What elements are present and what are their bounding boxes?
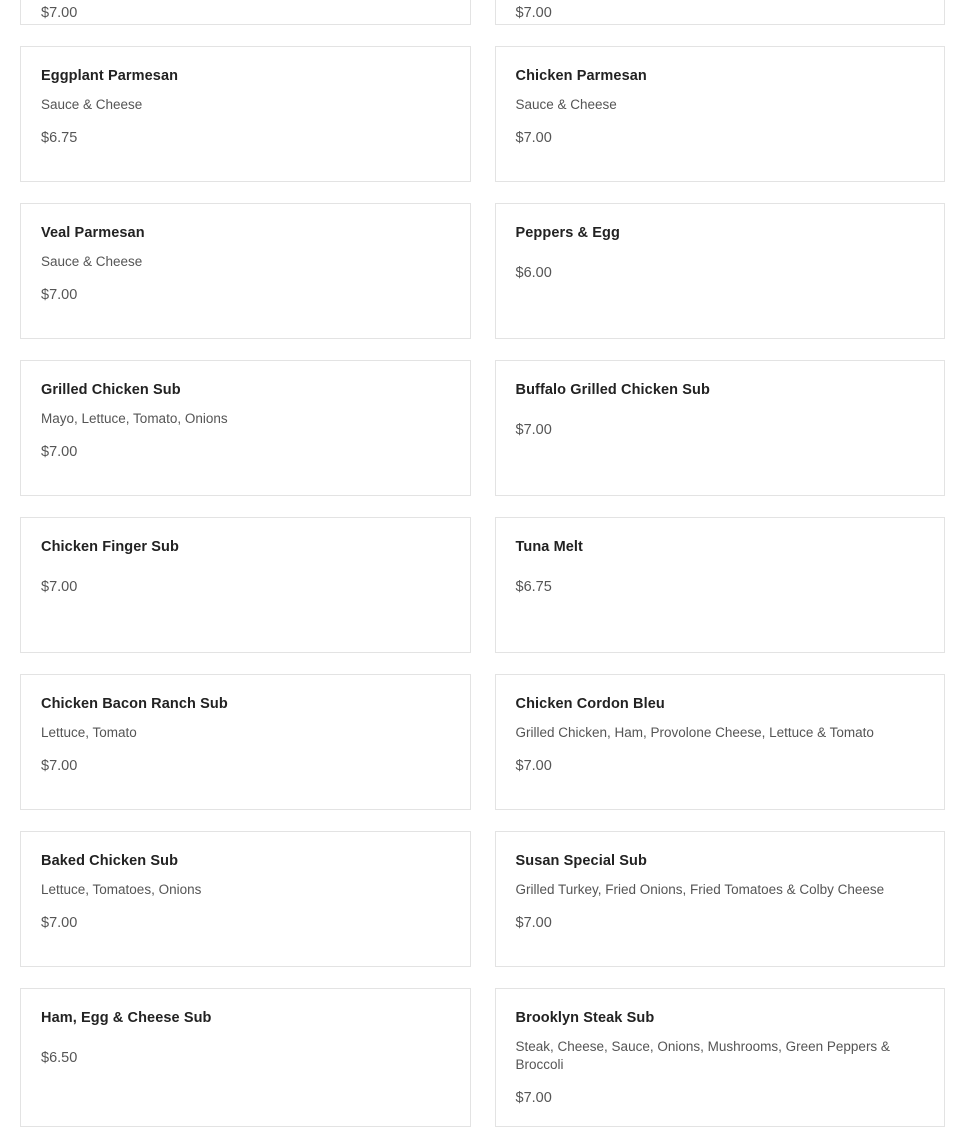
menu-item-name: Brooklyn Steak Sub [515,1010,655,1026]
menu-item-name: Eggplant Parmesan [41,68,179,84]
menu-item-description: Grilled Chicken, Ham, Provolone Cheese, Lettuce & Tomato [515,724,874,740]
menu-item-card[interactable] [20,831,471,967]
menu-item-description: Sauce & Cheese [41,96,143,112]
menu-item-price: $7.00 [515,130,552,147]
menu-item-name: Peppers & Egg [515,225,620,241]
menu-item-price: $7.00 [515,915,552,932]
menu-item-name: Ham, Egg & Cheese Sub [41,1010,212,1026]
menu-item-description: Grilled Turkey, Fried Onions, Fried Tomatoes & Colby Cheese [515,881,885,897]
menu-item-price: $6.75 [515,578,552,595]
menu-item-card[interactable] [20,360,471,496]
menu-item-price: $6.00 [515,264,552,281]
menu-item-card[interactable] [20,203,471,339]
menu-item-card[interactable] [20,988,471,1127]
menu-item-name: Chicken Bacon Ranch Sub [41,696,228,712]
menu-item-card[interactable] [495,360,946,496]
menu-item-name: Chicken Parmesan [515,68,647,84]
menu-item-description: Sauce & Cheese [41,253,143,269]
menu-item-card[interactable] [495,988,946,1127]
menu-item-price: $7.00 [41,5,78,21]
menu-item-card[interactable] [20,0,471,25]
menu-item-name: Susan Special Sub [515,853,647,869]
menu-item-description: Lettuce, Tomato [41,724,137,740]
menu-item-card[interactable] [20,674,471,810]
menu-item-description: Lettuce, Tomatoes, Onions [41,881,202,897]
menu-item-description: Sauce & Cheese [515,96,617,112]
menu-item-price: $7.00 [41,578,78,595]
menu-item-card[interactable] [495,46,946,182]
menu-item-card[interactable] [495,0,946,25]
menu-item-name: Chicken Finger Sub [41,539,179,555]
menu-item-price: $7.00 [515,758,552,775]
menu-item-name: Veal Parmesan [41,225,145,241]
menu-item-name: Baked Chicken Sub [41,853,179,869]
menu-item-description: Steak, Cheese, Sauce, Onions, Mushrooms, Green Peppers & Broccoli [515,1038,890,1073]
menu-item-price: $7.00 [41,287,78,304]
menu-item-price: $6.75 [41,130,78,147]
menu-item-card[interactable] [495,203,946,339]
menu-item-card[interactable] [20,517,471,653]
menu-item-price: $7.00 [515,421,552,438]
menu-item-description: Mayo, Lettuce, Tomato, Onions [41,410,228,426]
menu-item-name: Chicken Cordon Bleu [515,696,665,712]
menu-item-name: Buffalo Grilled Chicken Sub [515,382,710,398]
menu-item-price: $6.50 [41,1049,78,1066]
menu-item-card[interactable] [495,517,946,653]
menu-item-card[interactable] [20,46,471,182]
menu-item-price: $7.00 [515,1090,552,1107]
menu-item-price: $7.00 [41,758,78,775]
menu-item-card[interactable] [495,831,946,967]
menu-item-name: Grilled Chicken Sub [41,382,181,398]
menu-item-card[interactable] [495,674,946,810]
menu-item-price: $7.00 [41,444,78,461]
menu-item-price: $7.00 [41,915,78,932]
menu-item-price: $7.00 [515,5,552,21]
menu-item-name: Tuna Melt [515,539,583,555]
